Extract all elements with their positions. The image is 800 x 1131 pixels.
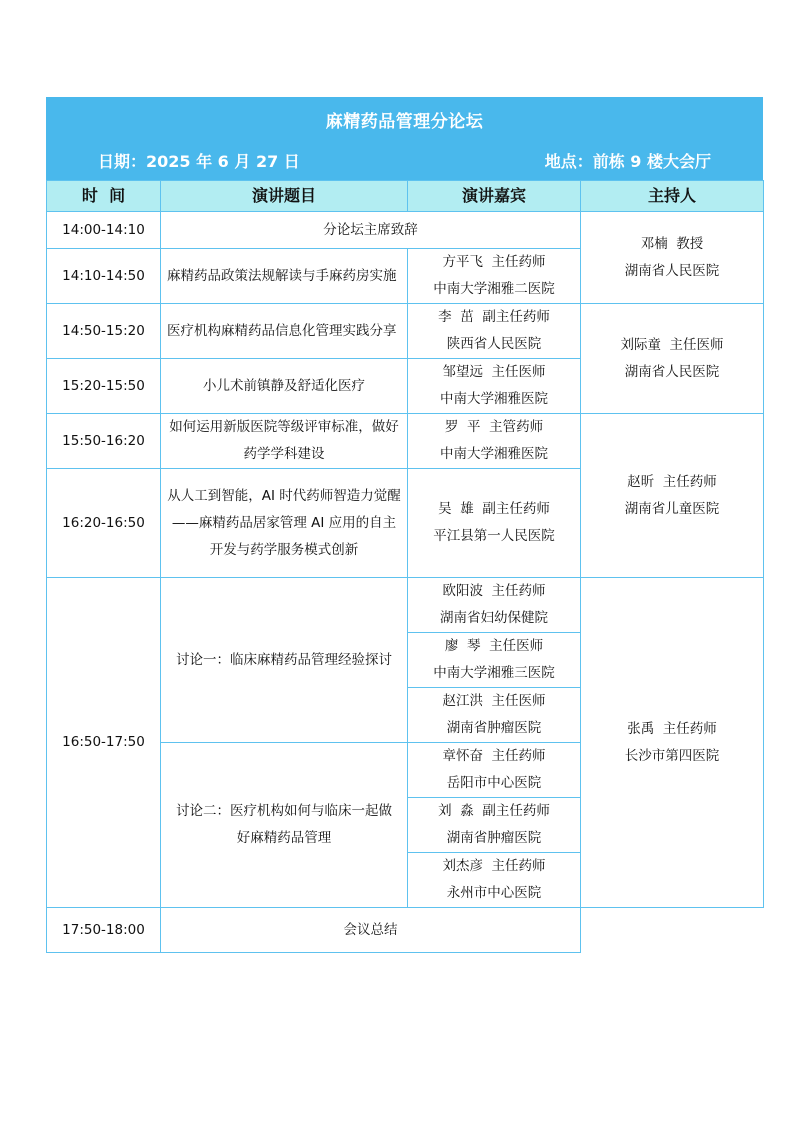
speaker-org: 平江县第一人民医院	[433, 528, 555, 544]
host-org: 湖南省人民医院	[624, 363, 720, 380]
speaker-cell	[408, 249, 581, 304]
row-time: 16:50-17:50	[47, 578, 161, 908]
col-header-host: 主持人	[581, 181, 764, 212]
speaker-org: 永州市中心医院	[446, 885, 542, 901]
row-time: 15:50-16:20	[47, 414, 161, 469]
speaker-cell	[408, 359, 581, 414]
speaker-name: 赵江洪 主任医师	[442, 693, 546, 709]
host-org: 湖南省人民医院	[624, 262, 720, 279]
speaker-cell	[408, 469, 581, 578]
speaker-cell	[408, 304, 581, 359]
event-location: 地点：前栋 9 楼大会厅	[544, 152, 711, 171]
speaker-name: 方平飞 主任药师	[442, 254, 546, 270]
col-header-speaker: 演讲嘉宾	[408, 181, 581, 212]
speaker-org: 中南大学湘雅医院	[440, 446, 548, 462]
row-topic: 如何运用新版医院等级评审标准，做好药学学科建设	[161, 414, 408, 469]
agenda-table	[46, 180, 764, 953]
row-topic: 分论坛主席致辞	[161, 212, 581, 249]
table-header-row	[47, 181, 764, 212]
speaker-name: 欧阳波 主任药师	[442, 583, 546, 599]
col-header-topic: 演讲题目	[161, 181, 408, 212]
host-org: 湖南省儿童医院	[624, 500, 720, 517]
speaker-name: 邹望远 主任医师	[442, 364, 546, 380]
speaker-org: 湖南省妇幼保健院	[440, 610, 548, 626]
speaker-name: 章怀奋 主任药师	[442, 748, 546, 764]
forum-title: 麻精药品管理分论坛	[325, 112, 484, 132]
speaker-cell	[408, 578, 581, 633]
table-row	[47, 414, 764, 469]
row-time: 14:10-14:50	[47, 249, 161, 304]
host-cell	[581, 304, 764, 414]
speaker-org: 湖南省肿瘤医院	[446, 720, 542, 736]
table-row	[47, 212, 764, 249]
row-time: 14:00-14:10	[47, 212, 161, 249]
row-topic: 从人工到智能，AI 时代药师智造力觉醒——麻精药品居家管理 AI 应用的自主开发与药学服务模式创新	[161, 469, 408, 578]
speaker-name: 吴 雄 副主任药师	[438, 501, 550, 517]
col-header-time: 时 间	[47, 181, 161, 212]
host-name: 赵昕 主任药师	[627, 473, 717, 490]
row-topic: 麻精药品政策法规解读与手麻药房实施	[161, 249, 408, 304]
row-time: 16:20-16:50	[47, 469, 161, 578]
row-time: 15:20-15:50	[47, 359, 161, 414]
speaker-name: 刘杰彦 主任药师	[442, 858, 546, 874]
host-name: 张禹 主任药师	[627, 720, 717, 737]
speaker-name: 刘 淼 副主任药师	[438, 803, 550, 819]
speaker-org: 中南大学湘雅三医院	[433, 665, 555, 681]
host-cell	[581, 578, 764, 908]
event-date: 日期：2025 年 6 月 27 日	[98, 152, 300, 171]
speaker-org: 岳阳市中心医院	[446, 775, 542, 791]
agenda-document	[46, 97, 763, 953]
row-topic: 医疗机构麻精药品信息化管理实践分享	[161, 304, 408, 359]
speaker-cell	[408, 414, 581, 469]
speaker-name: 廖 琴 主任医师	[444, 638, 544, 654]
speaker-cell	[408, 853, 581, 908]
speaker-cell	[408, 798, 581, 853]
discussion-topic: 讨论一：临床麻精药品管理经验探讨	[161, 578, 408, 743]
host-name: 邓楠 教授	[640, 235, 704, 252]
speaker-name: 李 茁 副主任药师	[438, 309, 550, 325]
speaker-org: 中南大学湘雅二医院	[433, 281, 555, 297]
table-row	[47, 304, 764, 359]
host-cell	[581, 414, 764, 578]
discussion-topic: 讨论二：医疗机构如何与临床一起做好麻精药品管理	[161, 743, 408, 908]
row-topic: 会议总结	[161, 908, 581, 953]
host-name: 刘际童 主任医师	[620, 336, 724, 353]
table-row	[47, 578, 764, 633]
speaker-org: 陕西省人民医院	[446, 336, 542, 352]
row-time: 14:50-15:20	[47, 304, 161, 359]
table-row	[47, 908, 764, 953]
host-org: 长沙市第四医院	[624, 747, 720, 764]
row-topic: 小儿术前镇静及舒适化医疗	[161, 359, 408, 414]
speaker-cell	[408, 688, 581, 743]
speaker-org: 湖南省肿瘤医院	[446, 830, 542, 846]
row-time: 17:50-18:00	[47, 908, 161, 953]
speaker-name: 罗 平 主管药师	[444, 419, 544, 435]
speaker-cell	[408, 633, 581, 688]
speaker-org: 中南大学湘雅医院	[440, 391, 548, 407]
agenda-banner	[46, 97, 763, 180]
host-cell	[581, 212, 764, 304]
speaker-cell	[408, 743, 581, 798]
